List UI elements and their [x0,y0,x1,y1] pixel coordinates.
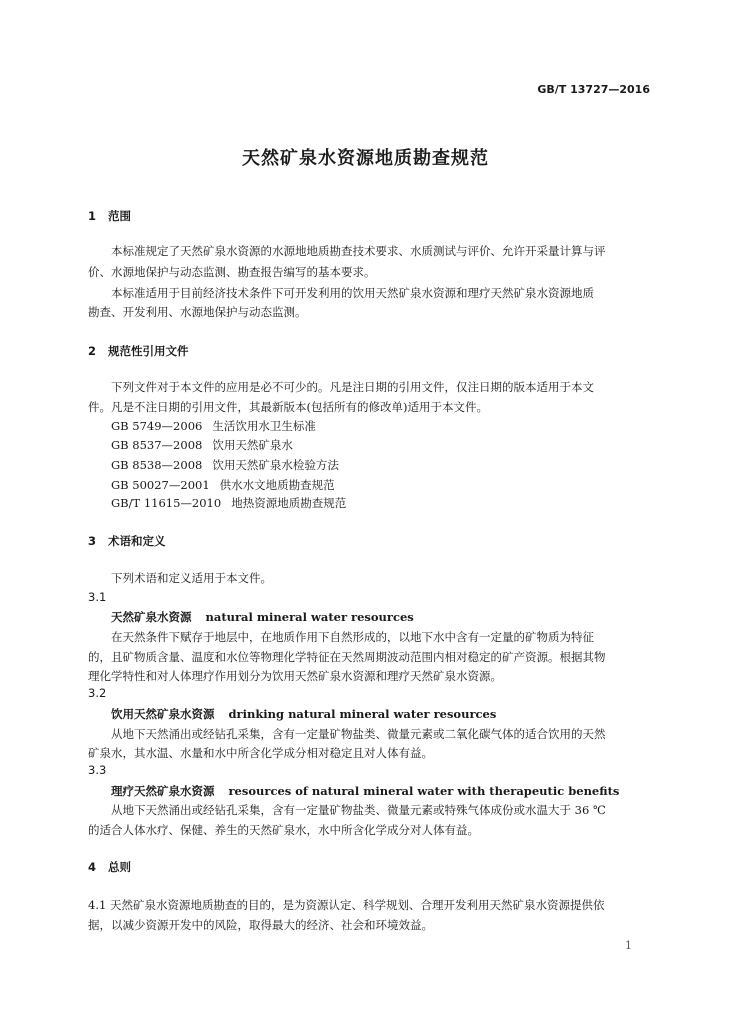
section-number: 4 [88,860,97,874]
paragraph-line: 据，以减少资源开发中的风险，取得最大的经济、社会和环境效益。 [88,918,433,932]
paragraph-line: 4.1 天然矿泉水资源地质勘查的目的，是为资源认定、科学规划、合理开发利用天然矿泉水资源提供依 [88,898,605,912]
section-title: 术语和定义 [108,534,166,548]
section-heading-2 [88,343,189,359]
reference-name: 地热资源地质勘查规范 [231,496,347,510]
paragraph-line: 在天然条件下赋存于地层中，在地质作用下自然形成的，以地下水中含有一定量的矿物质为特征 [111,630,594,644]
standard-code: GB/T 13727—2016 [537,83,650,96]
paragraph-line: 本标准适用于目前经济技术条件下可开发利用的饮用天然矿泉水资源和理疗天然矿泉水资源地质 [111,286,594,300]
section-heading-1 [88,208,131,224]
paragraph-line: 件。凡是不注日期的引用文件，其最新版本(包括所有的修改单)适用于本文件。 [88,400,488,414]
reference-code: GB 5749—2006 [111,419,203,433]
paragraph-line: 从地下天然涌出或经钻孔采集，含有一定量矿物盐类、微量元素或二氧化碳气体的适合饮用的天然 [111,727,606,741]
paragraph-line: 下列术语和定义适用于本文件。 [111,571,272,585]
paragraph-line: 理化学特性和对人体理疗作用划分为饮用天然矿泉水资源和理疗天然矿泉水资源。 [88,669,502,683]
reference-code: GB/T 11615—2010 [111,496,222,510]
reference-name: 生活饮用水卫生标准 [212,419,316,433]
term-en: drinking natural mineral water resources [228,707,497,721]
term-number: 3.2 [88,686,107,700]
paragraph-line: 本标准规定了天然矿泉水资源的水源地地质勘查技术要求、水质测试与评价、允许开采量计算与评 [111,244,606,258]
term-zh: 理疗天然矿泉水资源 [111,784,215,798]
reference-code: GB 8538—2008 [111,458,203,472]
reference-name: 饮用天然矿泉水 [212,438,293,452]
paragraph-line: 价、水源地保护与动态监测、勘查报告编写的基本要求。 [88,265,376,279]
term-number: 3.1 [88,590,107,604]
section-number: 3 [88,534,97,548]
reference-item [111,418,316,434]
section-title: 范围 [108,209,131,223]
paragraph-line: 矿泉水，其水温、水量和水中所含化学成分相对稳定且对人体有益。 [88,746,433,760]
section-heading-4 [88,859,131,875]
paragraph-line: 勘查、开发利用、水源地保护与动态监测。 [88,305,307,319]
term-zh: 天然矿泉水资源 [111,610,192,624]
reference-name: 供水水文地质勘查规范 [219,478,335,492]
page-number: 1 [625,939,632,952]
term-en: natural mineral water resources [205,610,414,624]
reference-item [111,437,293,453]
section-number: 1 [88,209,97,223]
reference-item [111,457,339,473]
section-heading-3 [88,533,166,549]
term-heading [111,783,619,799]
paragraph-line: 从地下天然涌出或经钻孔采集，含有一定量矿物盐类、微量元素或特殊气体成份或水温大于 36 ℃ [111,803,606,817]
page-title: 天然矿泉水资源地质勘查规范 [242,148,489,169]
term-heading [111,609,414,625]
reference-item [111,477,335,493]
reference-code: GB 8537—2008 [111,438,203,452]
paragraph-line: 下列文件对于本文件的应用是必不可少的。凡是注日期的引用文件，仅注日期的版本适用于本文 [111,380,594,394]
term-number: 3.3 [88,763,107,777]
term-heading [111,706,496,722]
paragraph-line: 的适合人体水疗、保健、养生的天然矿泉水，水中所含化学成分对人体有益。 [88,823,479,837]
paragraph-line: 的，且矿物质含量、温度和水位等物理化学特征在天然周期波动范围内相对稳定的矿产资源。根据其物 [88,650,606,664]
reference-name: 饮用天然矿泉水检验方法 [212,458,339,472]
reference-code: GB 50027—2001 [111,478,210,492]
section-number: 2 [88,344,97,358]
section-title: 规范性引用文件 [108,344,189,358]
section-title: 总则 [108,860,131,874]
reference-item [111,495,346,511]
term-zh: 饮用天然矿泉水资源 [111,707,215,721]
term-en: resources of natural mineral water with therapeutic benefits [228,784,620,798]
